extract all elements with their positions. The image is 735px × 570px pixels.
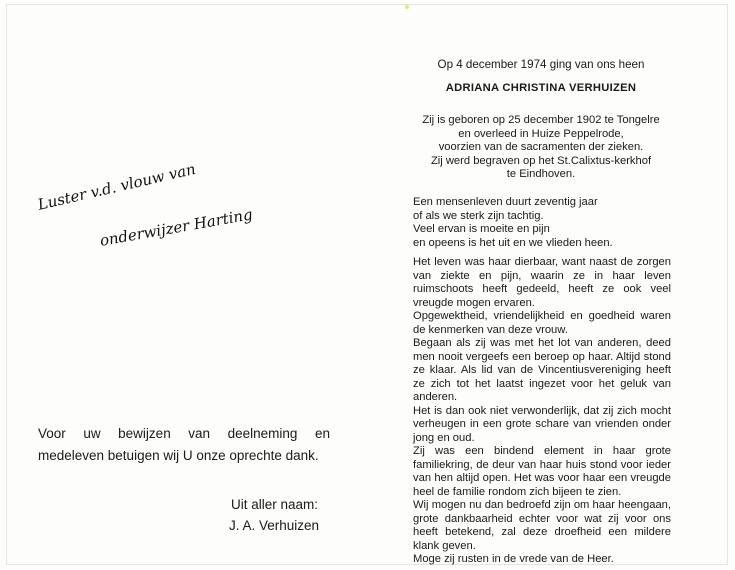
eulogy-paragraph: Opgewektheid, vriendelijkheid en goedheid waren de kenmerken van deze vrouw. — [413, 310, 671, 336]
detail-line: en overleed in Huize Peppelrode, — [458, 127, 624, 140]
detail-line: te Eindhoven. — [506, 168, 576, 181]
eulogy-paragraph: Zij was een bindend element in haar grote familiekring, de deur van haar huis stond voor ieder van hen altijd open. Het was voor haar een vreugde heel de familie rondom zich bijeen te zien. — [413, 445, 671, 498]
poem — [413, 196, 675, 250]
handwritten-note-line-2: onderwijzer Harting — [98, 205, 254, 250]
poem-line: en opeens is het uit en we vlieden heen. — [413, 236, 613, 249]
poem-line: of als we sterk zijn tachtig. — [413, 209, 544, 222]
paper-speck — [405, 5, 409, 9]
eulogy-paragraph: Het leven was haar dierbaar, want naast de zorgen van ziekte en pijn, waarin ze in haar leven ruimschoots heeft gedeeld, heeft ze ook veel vreugde mogen ervaren. — [413, 256, 671, 309]
deceased-name: ADRIANA CHRISTINA VERHUIZEN — [445, 82, 637, 94]
biographical-details — [410, 114, 672, 182]
eulogy-paragraph: Moge zij rusten in de vrede van de Heer. — [413, 553, 614, 565]
signatory-name: J. A. Verhuizen — [229, 518, 320, 533]
eulogy-paragraph: Wij mogen nu dan bedroefd zijn om haar heengaan, grote dankbaarheid echter voor wat zij voor ons heeft betekend, zal deze droefheid een mildere klank geven. — [413, 499, 671, 552]
detail-line: Zij werd begraven op het St.Calixtus-kerkhof — [430, 154, 652, 167]
poem-line: Een mensenleven duurt zeventig jaar — [413, 196, 598, 208]
detail-line: voorzien van de sacramenten der zieken. — [438, 141, 644, 154]
detail-line: Zij is geboren op 25 december 1902 te Tongelre — [422, 114, 660, 126]
poem-line: Veel ervan is moeite en pijn — [413, 223, 550, 236]
eulogy-paragraph: Begaan als zij was met het lot van anderen, deed men nooit vergeefs een beroep op haar. Altijd stond ze klaar. Als lid van de Vincentiusvereniging heeft ze zich tot het laatst ingezet voor het geluk van anderen. — [413, 337, 671, 403]
announcement-intro: Op 4 december 1974 ging van ons heen — [437, 58, 645, 71]
handwritten-note-line-1: Luster v.d. vlouw van — [35, 159, 198, 214]
eulogy-text — [413, 256, 671, 567]
signoff-label: Uit aller naam: — [231, 497, 319, 512]
eulogy-paragraph: Het is dan ook niet verwonderlijk, dat zij zich mocht verheugen in een grote schare van vrienden onder jong en oud. — [413, 404, 671, 444]
thanks-text: Voor uw bewijzen van deelneming en medeleven betuigen wij U onze oprechte dank. — [38, 426, 330, 463]
